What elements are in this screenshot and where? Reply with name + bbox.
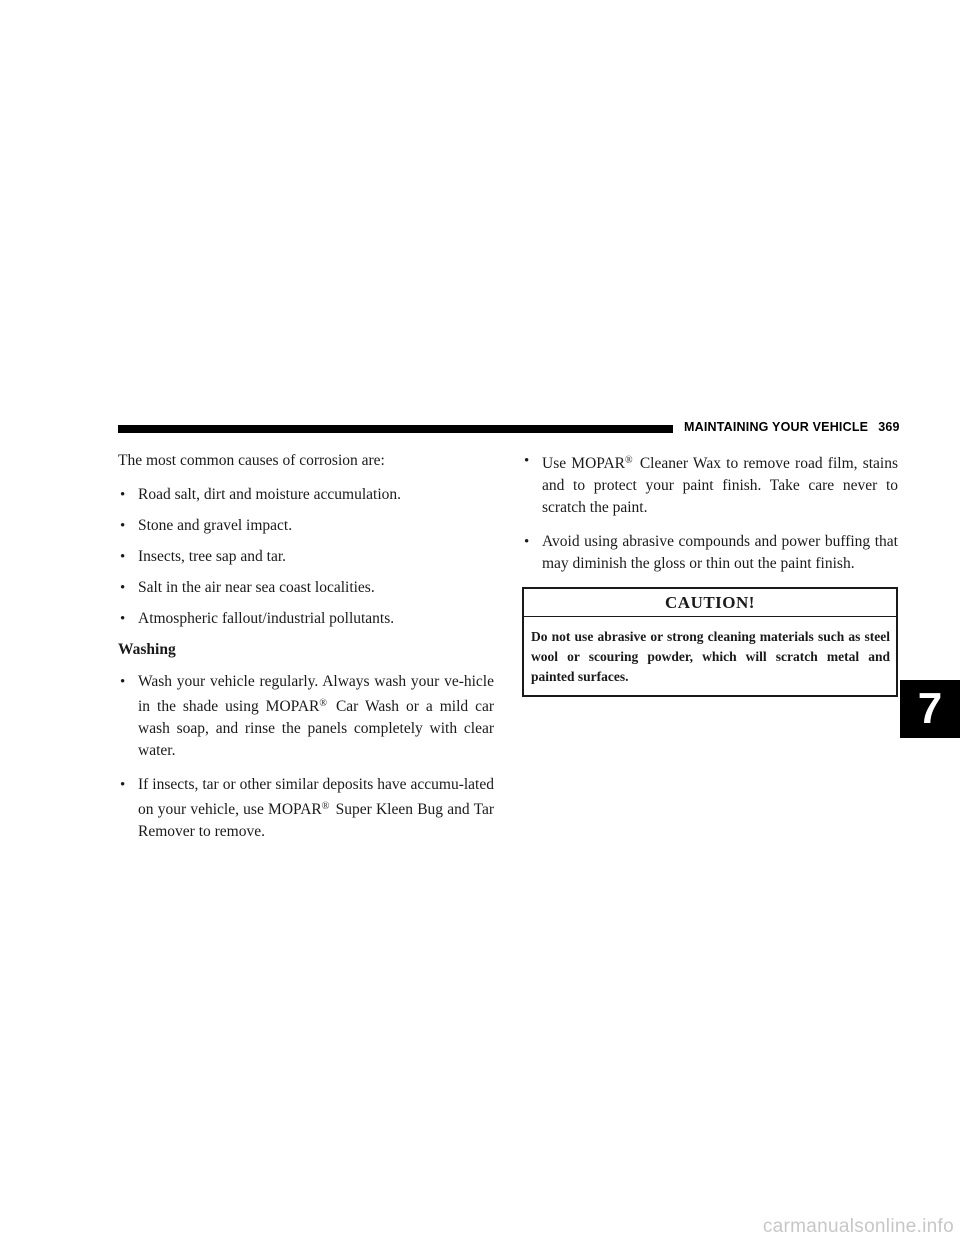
- right-column: [522, 450, 898, 587]
- washing-list: [118, 671, 494, 843]
- list-item: • Wash your vehicle regularly. Always wash your ve-hicle in the shade using MOPAR® Car Wash or a mild car wash soap, and rinse the panels completely with clear water.: [120, 673, 494, 759]
- bullet-icon: •: [120, 549, 126, 565]
- chapter-title: MAINTAINING YOUR VEHICLE: [684, 420, 869, 434]
- page-number: 369: [878, 420, 900, 434]
- header-rule: [118, 425, 673, 433]
- bullet-icon: •: [524, 534, 530, 550]
- list-item: • Atmospheric fallout/industrial pollutants.: [118, 608, 494, 630]
- bullet-icon: •: [120, 487, 126, 503]
- watermark-link[interactable]: carmanualsonline.info: [762, 1216, 954, 1237]
- caution-text: Do not use abrasive or strong cleaning materials such as steel wool or scouring powder, which will scratch metal and painted surfaces.: [531, 629, 890, 684]
- caution-title: CAUTION!: [524, 589, 896, 617]
- list-item: • Insects, tree sap and tar.: [118, 546, 494, 568]
- chapter-tab: 7: [900, 680, 960, 738]
- corrosion-intro: The most common causes of corrosion are:: [118, 452, 385, 469]
- bullet-icon: •: [120, 674, 126, 690]
- running-header: [684, 420, 902, 434]
- registered-mark: ®: [321, 801, 330, 812]
- registered-mark: ®: [625, 455, 633, 466]
- registered-mark: ®: [319, 698, 327, 709]
- bullet-icon: •: [524, 453, 530, 469]
- corrosion-causes-list: [118, 484, 494, 630]
- left-column: [118, 450, 494, 855]
- list-item: • Road salt, dirt and moisture accumulation.: [118, 484, 494, 506]
- list-item: • If insects, tar or other similar deposits have accumu-lated on your vehicle, use MOPAR® Super Kleen Bug and Tar Remover to remove.: [120, 776, 495, 840]
- list-item: • Avoid using abrasive compounds and power buffing that may diminish the gloss or thin out the paint finish.: [524, 533, 898, 572]
- bullet-icon: •: [120, 777, 126, 793]
- caution-box: [522, 587, 898, 697]
- washing-heading: Washing: [118, 641, 176, 658]
- bullet-icon: •: [120, 611, 126, 627]
- list-item: • Use MOPAR® Cleaner Wax to remove road film, stains and to protect your paint finish. Take care never to scratch the paint.: [522, 450, 898, 519]
- list-item: • Salt in the air near sea coast localities.: [118, 577, 494, 599]
- bullet-icon: •: [120, 580, 126, 596]
- bullet-icon: •: [120, 518, 126, 534]
- list-item: • Stone and gravel impact.: [118, 515, 494, 537]
- care-list: [522, 450, 898, 575]
